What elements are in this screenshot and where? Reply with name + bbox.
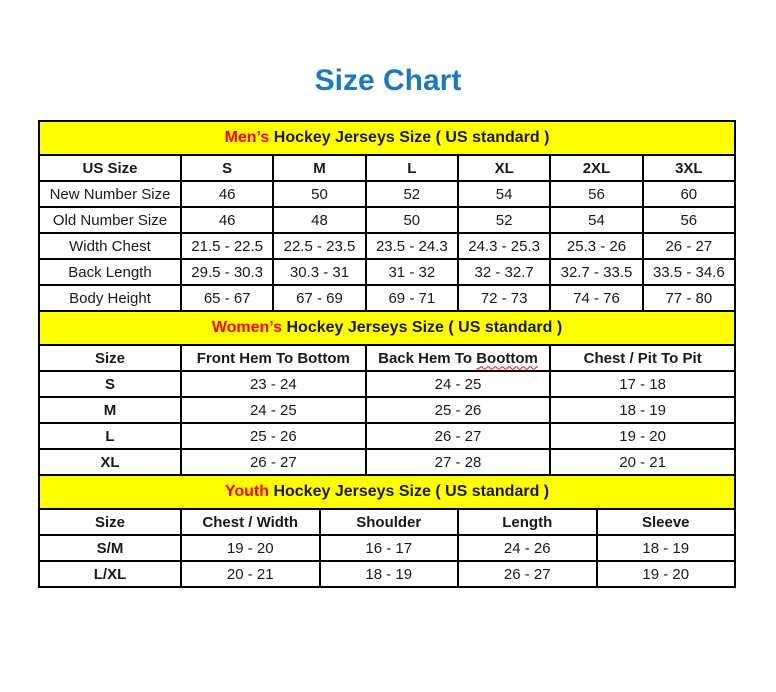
size-value-cell: 50	[366, 207, 458, 233]
youth-band-highlight: Youth	[224, 483, 269, 500]
table-row	[39, 449, 735, 475]
column-header-cell: Size	[39, 345, 181, 371]
womens-header-row	[39, 345, 735, 371]
womens-band-highlight: Women’s	[211, 319, 283, 336]
size-value-cell: 29.5 - 30.3	[181, 259, 273, 285]
column-header-cell: M	[273, 155, 365, 181]
size-value-cell: 52	[366, 181, 458, 207]
row-label-cell: L/XL	[39, 561, 181, 587]
column-header-cell: Length	[458, 509, 597, 535]
row-label-cell: Old Number Size	[39, 207, 181, 233]
mens-band-text: Hockey Jerseys Size ( US standard )	[269, 129, 550, 146]
size-value-cell: 25 - 26	[366, 397, 551, 423]
table-row	[39, 181, 735, 207]
column-header-cell: 3XL	[643, 155, 735, 181]
row-label-cell: Width Chest	[39, 233, 181, 259]
size-value-cell: 20 - 21	[181, 561, 320, 587]
mens-table-title-band	[39, 121, 735, 155]
size-value-cell: 65 - 67	[181, 285, 273, 311]
size-value-cell: 19 - 20	[597, 561, 736, 587]
size-value-cell: 24 - 26	[458, 535, 597, 561]
size-value-cell: 54	[458, 181, 550, 207]
womens-size-table	[38, 310, 736, 476]
size-value-cell: 52	[458, 207, 550, 233]
womens-table-title-band	[39, 311, 735, 345]
size-value-cell: 18 - 19	[550, 397, 735, 423]
size-value-cell: 23.5 - 24.3	[366, 233, 458, 259]
size-tables-container	[38, 120, 738, 588]
size-value-cell: 30.3 - 31	[273, 259, 365, 285]
mens-band-row	[39, 121, 735, 155]
size-value-cell: 21.5 - 22.5	[181, 233, 273, 259]
mens-band-highlight: Men’s	[224, 129, 270, 146]
misspelled-word: Boottom	[476, 349, 538, 367]
column-header-cell: Front Hem To Bottom	[181, 345, 366, 371]
table-row	[39, 285, 735, 311]
size-value-cell: 77 - 80	[643, 285, 735, 311]
womens-band-text: Hockey Jerseys Size ( US standard )	[282, 319, 563, 336]
youth-band-text: Hockey Jerseys Size ( US standard )	[269, 483, 550, 500]
column-header-cell: XL	[458, 155, 550, 181]
size-value-cell: 18 - 19	[320, 561, 459, 587]
size-value-cell: 72 - 73	[458, 285, 550, 311]
size-value-cell: 23 - 24	[181, 371, 366, 397]
column-header-cell: Chest / Pit To Pit	[550, 345, 735, 371]
column-header-cell: S	[181, 155, 273, 181]
size-value-cell: 69 - 71	[366, 285, 458, 311]
table-row	[39, 371, 735, 397]
table-row	[39, 561, 735, 587]
column-header-cell: Shoulder	[320, 509, 459, 535]
size-value-cell: 25 - 26	[181, 423, 366, 449]
table-row	[39, 259, 735, 285]
size-value-cell: 60	[643, 181, 735, 207]
size-value-cell: 18 - 19	[597, 535, 736, 561]
size-value-cell: 19 - 20	[550, 423, 735, 449]
row-label-cell: New Number Size	[39, 181, 181, 207]
column-header-cell: Sleeve	[597, 509, 736, 535]
size-value-cell: 56	[550, 181, 642, 207]
size-value-cell: 33.5 - 34.6	[643, 259, 735, 285]
size-value-cell: 26 - 27	[366, 423, 551, 449]
youth-band-row	[39, 475, 735, 509]
row-label-cell: M	[39, 397, 181, 423]
column-header-cell: Size	[39, 509, 181, 535]
size-value-cell: 46	[181, 181, 273, 207]
womens-band-row	[39, 311, 735, 345]
mens-header-row	[39, 155, 735, 181]
row-label-cell: Back Length	[39, 259, 181, 285]
mens-size-table	[38, 120, 736, 312]
size-value-cell: 27 - 28	[366, 449, 551, 475]
size-value-cell: 74 - 76	[550, 285, 642, 311]
row-label-cell: XL	[39, 449, 181, 475]
size-value-cell: 32.7 - 33.5	[550, 259, 642, 285]
table-row	[39, 207, 735, 233]
size-value-cell: 24.3 - 25.3	[458, 233, 550, 259]
row-label-cell: Body Height	[39, 285, 181, 311]
size-value-cell: 48	[273, 207, 365, 233]
page-title: Size Chart	[314, 64, 462, 97]
size-value-cell: 26 - 27	[643, 233, 735, 259]
column-header-cell	[366, 345, 551, 371]
column-header-cell: US Size	[39, 155, 181, 181]
column-header-cell: 2XL	[550, 155, 642, 181]
size-value-cell: 24 - 25	[366, 371, 551, 397]
column-header-cell: L	[366, 155, 458, 181]
youth-size-table	[38, 474, 736, 588]
youth-table-title-band	[39, 475, 735, 509]
column-header-text: Back Hem To	[378, 349, 477, 367]
size-value-cell: 67 - 69	[273, 285, 365, 311]
size-value-cell: 46	[181, 207, 273, 233]
size-value-cell: 20 - 21	[550, 449, 735, 475]
size-value-cell: 31 - 32	[366, 259, 458, 285]
table-row	[39, 233, 735, 259]
table-row	[39, 535, 735, 561]
size-value-cell: 22.5 - 23.5	[273, 233, 365, 259]
size-value-cell: 50	[273, 181, 365, 207]
size-value-cell: 19 - 20	[181, 535, 320, 561]
size-value-cell: 25.3 - 26	[550, 233, 642, 259]
table-row	[39, 397, 735, 423]
size-value-cell: 26 - 27	[458, 561, 597, 587]
row-label-cell: S/M	[39, 535, 181, 561]
column-header-cell: Chest / Width	[181, 509, 320, 535]
row-label-cell: L	[39, 423, 181, 449]
size-value-cell: 32 - 32.7	[458, 259, 550, 285]
size-value-cell: 17 - 18	[550, 371, 735, 397]
size-value-cell: 54	[550, 207, 642, 233]
table-row	[39, 423, 735, 449]
size-value-cell: 26 - 27	[181, 449, 366, 475]
row-label-cell: S	[39, 371, 181, 397]
size-value-cell: 24 - 25	[181, 397, 366, 423]
size-value-cell: 16 - 17	[320, 535, 459, 561]
youth-header-row	[39, 509, 735, 535]
size-value-cell: 56	[643, 207, 735, 233]
